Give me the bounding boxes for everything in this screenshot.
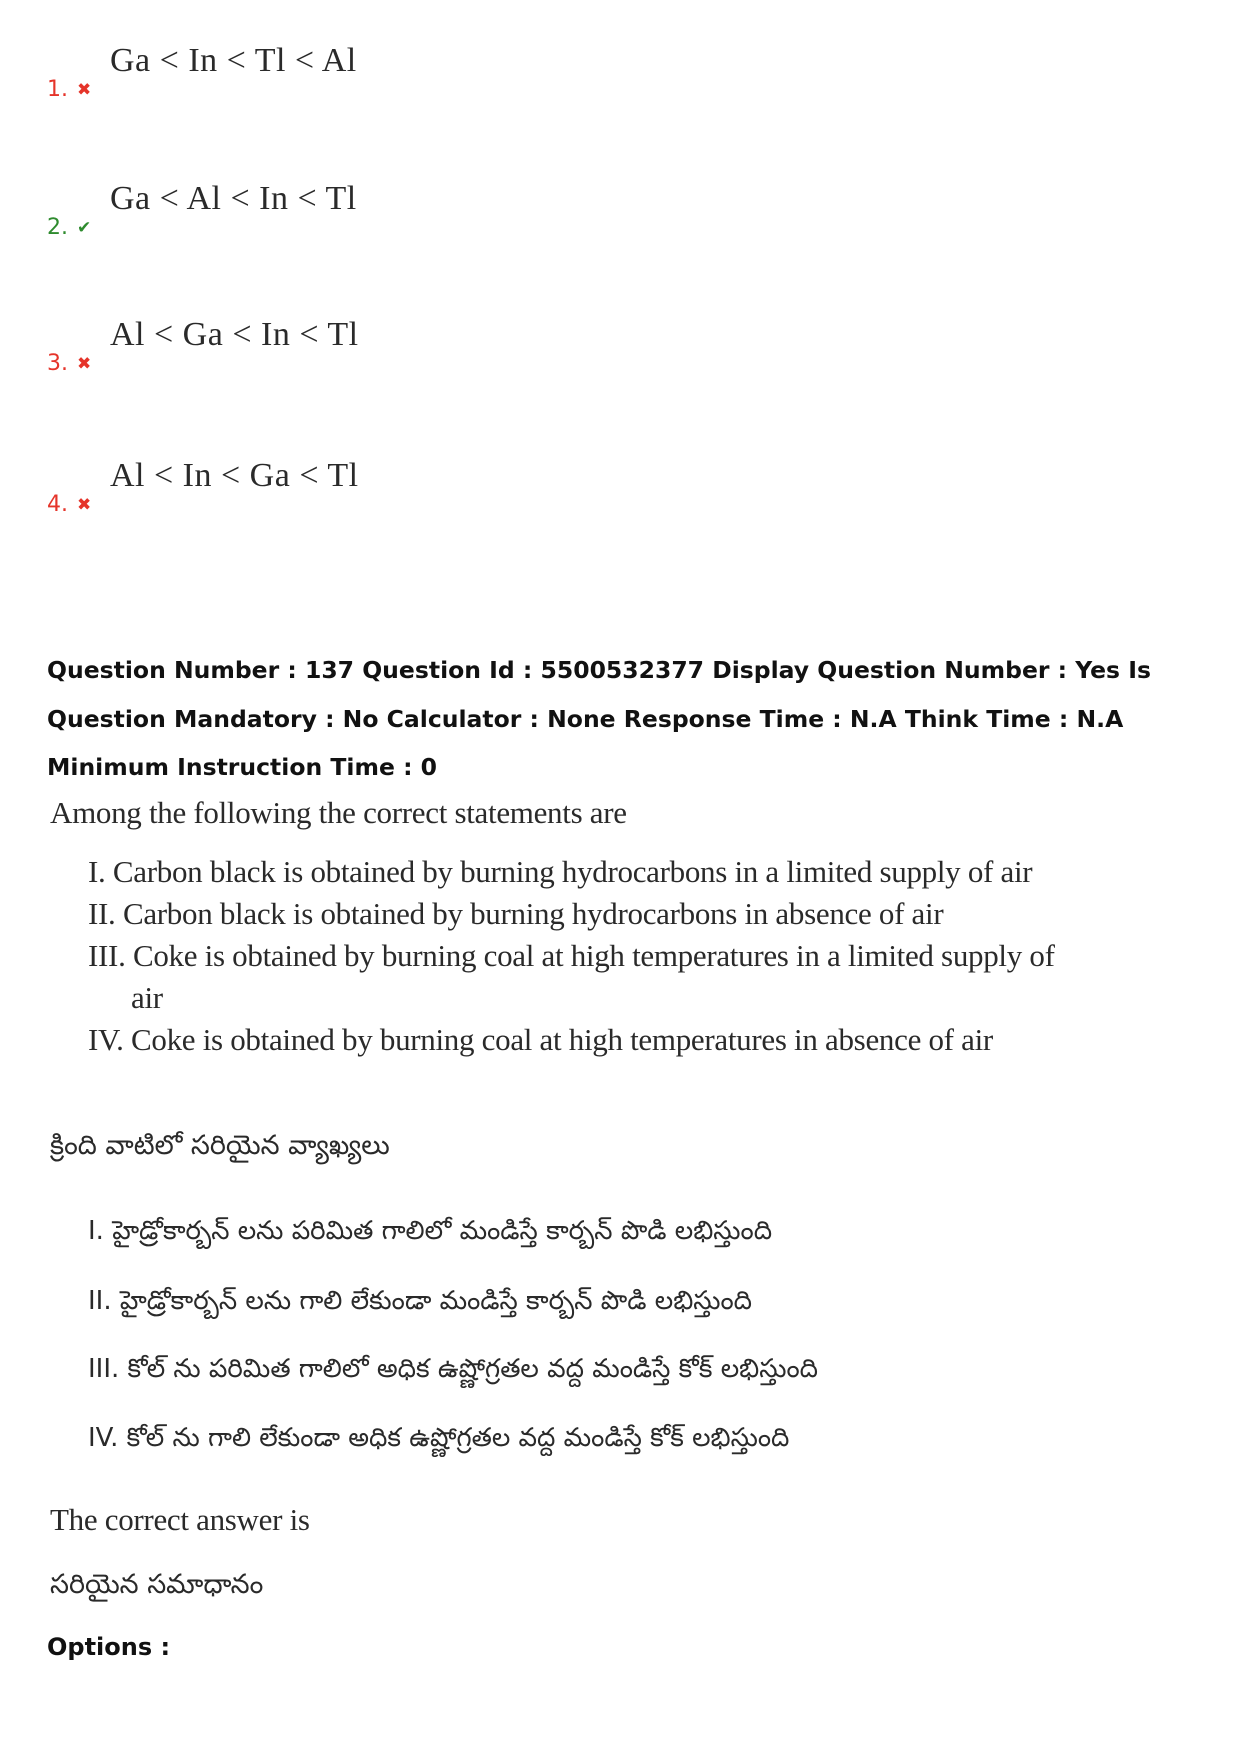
option-text: Al < Ga < In < Tl: [110, 316, 359, 353]
option-number: 2.: [47, 215, 68, 240]
option-3: [47, 316, 447, 376]
question-stem-en: Among the following the correct statements are: [50, 795, 627, 830]
statement-te-1: I. హైడ్రోకార్బన్ లను పరిమిత గాలిలో మండిస్తే కార్బన్ పొడి లభిస్తుంది: [88, 1216, 773, 1246]
statement-te-3: III. కోల్ ను పరిమిత గాలిలో అధిక ఉష్ణోగ్రతల వద్ద మండిస్తే కోక్ లభిస్తుంది: [88, 1354, 818, 1384]
cross-icon: ✖: [77, 495, 92, 515]
option-4: [47, 457, 447, 517]
answer-prompt-en: The correct answer is: [50, 1502, 310, 1537]
statement-en-4: IV. Coke is obtained by burning coal at high temperatures in absence of air: [88, 1022, 993, 1057]
statement-en-3: III. Coke is obtained by burning coal at high temperatures in a limited supply of: [88, 938, 1055, 973]
option-number: 4.: [47, 492, 68, 517]
answer-prompt-te: సరియైన సమాధానం: [50, 1569, 264, 1600]
question-meta: Question Number : 137 Question Id : 5500532377 Display Question Number : Yes Is Question Mandatory : No Calculator : None Response Time : N.A Think Time : N.A Minimum Instruction Time : 0: [47, 656, 1151, 781]
option-1: [47, 42, 447, 102]
statement-en-2: II. Carbon black is obtained by burning hydrocarbons in absence of air: [88, 896, 944, 931]
statement-te-2: II. హైడ్రోకార్బన్ లను గాలి లేకుండా మండిస్తే కార్బన్ పొడి లభిస్తుంది: [88, 1286, 753, 1316]
option-number: 3.: [47, 351, 68, 376]
statement-te-4: IV. కోల్ ను గాలి లేకుండా అధిక ఉష్ణోగ్రతల వద్ద మండిస్తే కోక్ లభిస్తుంది: [88, 1423, 790, 1453]
option-number: 1.: [47, 77, 68, 102]
question-stem-te: క్రింది వాటిలో సరియైన వ్యాఖ్యలు: [50, 1130, 390, 1161]
cross-icon: ✖: [77, 80, 92, 100]
statement-en-3-cont: air: [131, 980, 163, 1015]
option-text: Al < In < Ga < Tl: [110, 457, 359, 494]
option-2: [47, 180, 447, 240]
option-text: Ga < In < Tl < Al: [110, 42, 357, 79]
options-label: Options :: [47, 1633, 171, 1661]
option-text: Ga < Al < In < Tl: [110, 180, 357, 217]
statement-en-1: I. Carbon black is obtained by burning hydrocarbons in a limited supply of air: [88, 854, 1033, 889]
cross-icon: ✖: [77, 354, 92, 374]
check-icon: ✔: [77, 218, 92, 238]
